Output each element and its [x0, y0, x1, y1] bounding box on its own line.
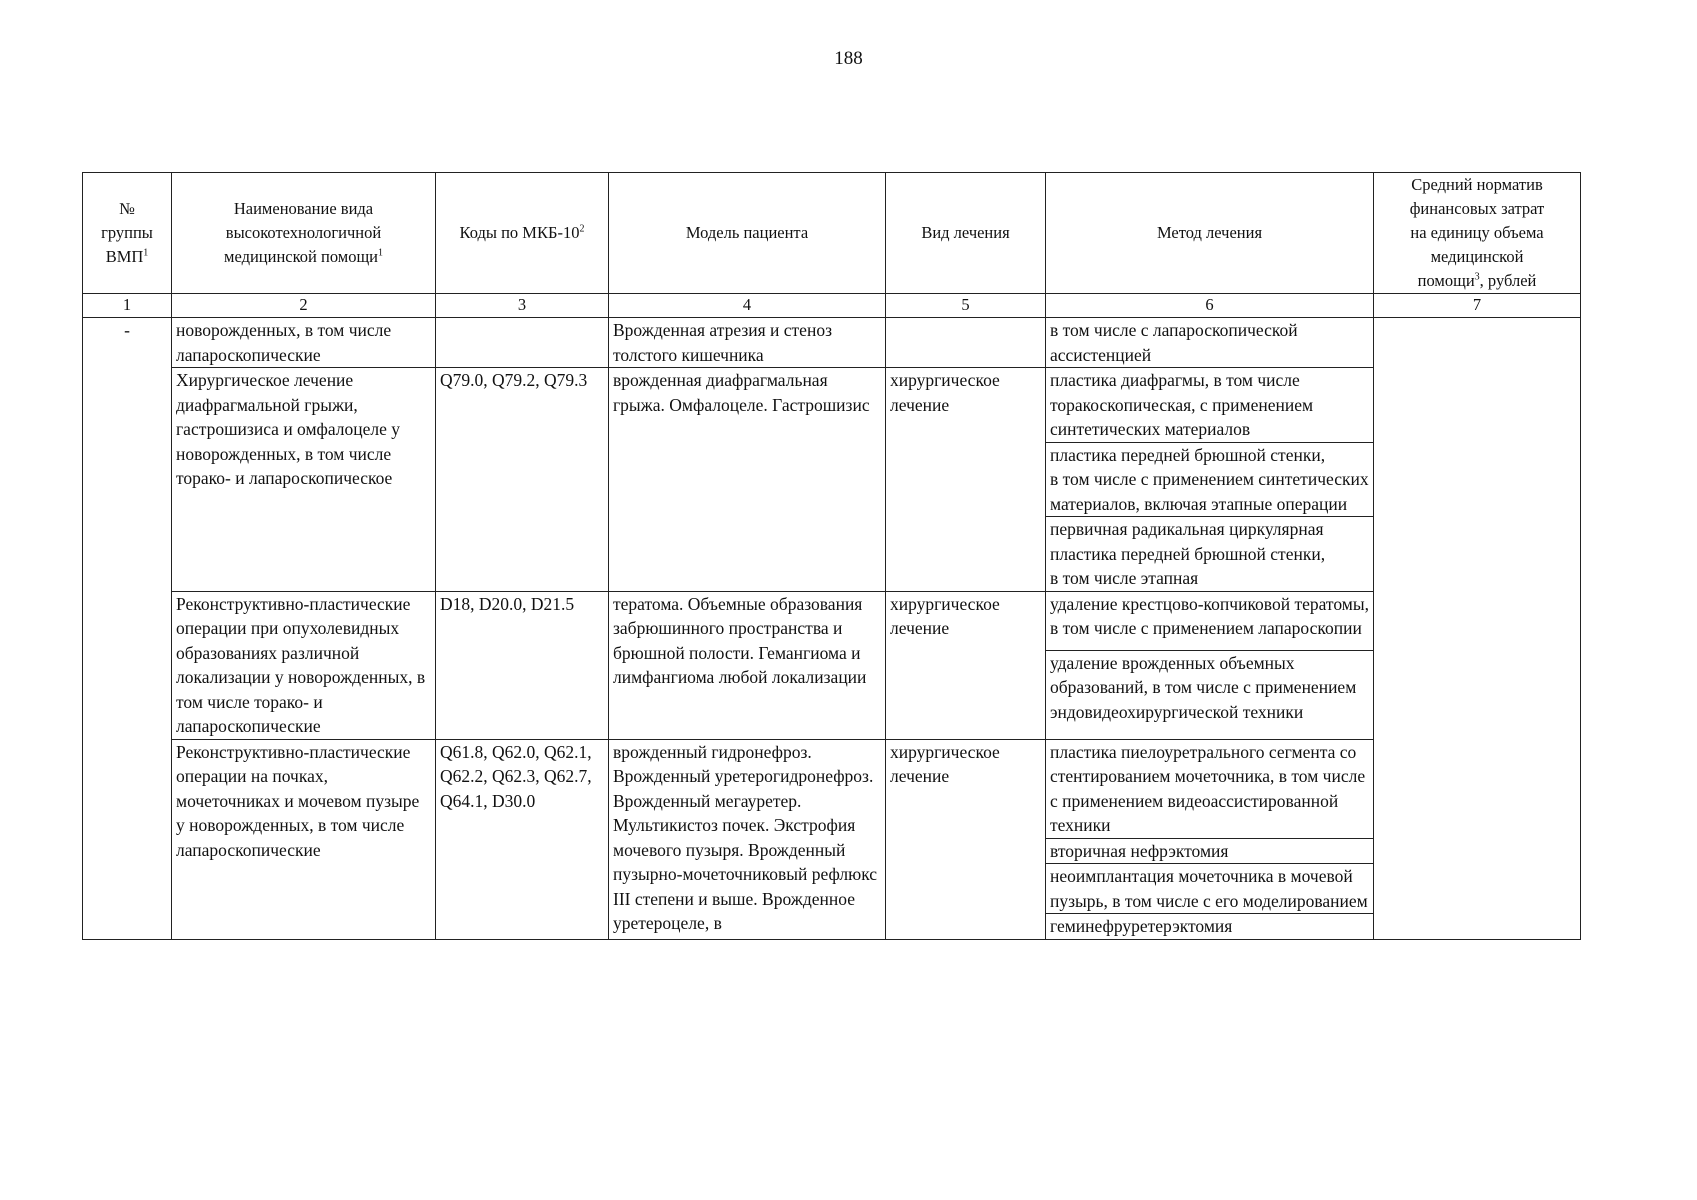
- column-number: 5: [886, 294, 1046, 318]
- group-number-cell: [83, 368, 172, 592]
- treatment-method-cell: пластика пиелоуретрального сегмента со стентированием мочеточника, в том числе с применением видеоассистированной техники: [1046, 739, 1374, 838]
- vmp-table: [82, 172, 1581, 940]
- treatment-method-cell: пластика передней брюшной стенки, в том числе с применением синтетических материалов, включая этапные операции: [1046, 442, 1374, 517]
- table-row: [83, 739, 1581, 838]
- treatment-method-cell: неоимплантация мочеточника в мочевой пузырь, в том числе с его моделированием: [1046, 864, 1374, 914]
- icd-codes-cell: [436, 318, 609, 368]
- treatment-method-cell: удаление врожденных объемных образований, в том числе с применением эндовидеохирургической техники: [1046, 650, 1374, 739]
- vmp-name-cell: Реконструктивно-пластические операции при опухолевидных образованиях различной локализации у новорожденных, в том числе торако- и лапароскопические: [172, 591, 436, 739]
- header-patient-model: Модель пациента: [609, 173, 886, 294]
- header-treatment-method: Метод лечения: [1046, 173, 1374, 294]
- patient-model-cell: тератома. Объемные образования забрюшинного пространства и брюшной полости. Гемангиома и лимфангиома любой локализации: [609, 591, 886, 739]
- treatment-type-cell: [886, 318, 1046, 368]
- patient-model-cell: Врожденная атрезия и стеноз толстого кишечника: [609, 318, 886, 368]
- column-number: 3: [436, 294, 609, 318]
- group-number-cell: -: [83, 318, 172, 368]
- vmp-name-cell: новорожденных, в том числе лапароскопические: [172, 318, 436, 368]
- treatment-method-cell: в том числе с лапароскопической ассистенцией: [1046, 318, 1374, 368]
- table-row: [83, 368, 1581, 443]
- treatment-method-cell: удаление крестцово-копчиковой тератомы, в том числе с применением лапароскопии: [1046, 591, 1374, 650]
- header-vmp-name: Наименование вида высокотехнологичной медицинской помощи$^1$: [172, 173, 436, 294]
- vmp-name-cell: Хирургическое лечение диафрагмальной грыжи, гастрошизиса и омфалоцеле у новорожденных, в том числе торако- и лапароскопическое: [172, 368, 436, 592]
- icd-codes-cell: Q61.8, Q62.0, Q62.1, Q62.2, Q62.3, Q62.7, Q64.1, D30.0: [436, 739, 609, 939]
- header-group-number: № группы ВМП$^1$: [83, 173, 172, 294]
- group-number-cell: [83, 591, 172, 739]
- column-number: 4: [609, 294, 886, 318]
- table-row: [83, 318, 1581, 368]
- icd-codes-cell: Q79.0, Q79.2, Q79.3: [436, 368, 609, 592]
- column-number: 2: [172, 294, 436, 318]
- group-number-cell: [83, 739, 172, 939]
- header-average-cost: Средний норматив финансовых затрат на единицу объема медицинской помощи$^3$, рублей: [1374, 173, 1581, 294]
- average-cost-cell: [1374, 318, 1581, 940]
- page-number: 188: [834, 48, 863, 69]
- header-row: [83, 173, 1581, 294]
- treatment-type-cell: хирургическое лечение: [886, 368, 1046, 592]
- column-number: 6: [1046, 294, 1374, 318]
- patient-model-cell: врожденная диафрагмальная грыжа. Омфалоцеле. Гастрошизис: [609, 368, 886, 592]
- icd-codes-cell: D18, D20.0, D21.5: [436, 591, 609, 739]
- treatment-method-cell: первичная радикальная циркулярная пластика передней брюшной стенки, в том числе этапная: [1046, 517, 1374, 592]
- treatment-method-cell: пластика диафрагмы, в том числе торакоскопическая, с применением синтетических материалов: [1046, 368, 1374, 443]
- treatment-method-cell: вторичная нефрэктомия: [1046, 838, 1374, 864]
- treatment-method-cell: геминефруретерэктомия: [1046, 914, 1374, 940]
- header-icd-codes: Коды по МКБ-$10^2$: [436, 173, 609, 294]
- treatment-type-cell: хирургическое лечение: [886, 739, 1046, 939]
- column-number: 1: [83, 294, 172, 318]
- header-treatment-type: Вид лечения: [886, 173, 1046, 294]
- table-row: [83, 591, 1581, 650]
- vmp-table-container: [82, 172, 1580, 940]
- patient-model-cell: врожденный гидронефроз. Врожденный уретерогидронефроз. Врожденный мегауретер. Мультикистоз почек. Экстрофия мочевого пузыря. Врожденный пузырно-мочеточниковый рефлюкс III степени и выше. Врожденное уретероцеле, в: [609, 739, 886, 939]
- column-number-row: [83, 294, 1581, 318]
- vmp-name-cell: Реконструктивно-пластические операции на почках, мочеточниках и мочевом пузыре у новорожденных, в том числе лапароскопические: [172, 739, 436, 939]
- treatment-type-cell: хирургическое лечение: [886, 591, 1046, 739]
- column-number: 7: [1374, 294, 1581, 318]
